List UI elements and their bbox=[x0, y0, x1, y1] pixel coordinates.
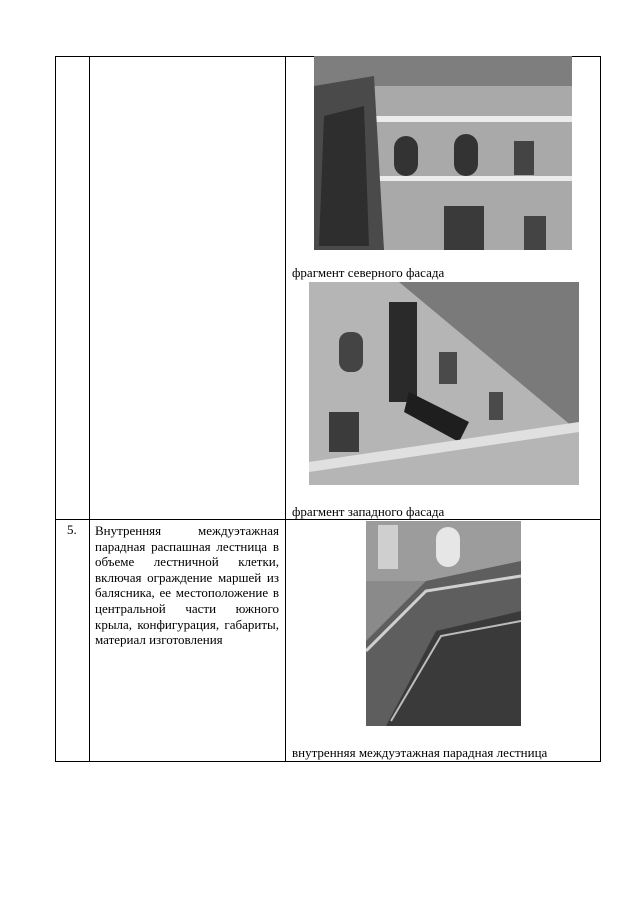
row-number: 5. bbox=[67, 522, 77, 537]
north-facade-photo bbox=[314, 56, 572, 250]
staircase-caption: внутренняя междуэтажная парадная лестница bbox=[292, 745, 548, 760]
staircase-photo bbox=[366, 521, 521, 726]
row-description: Внутренняя междуэтажная парадная распашная лестница в объеме лестничной клетки, включая ограждение маршей из балясника, ее местоположение в центральной части южного крыла, конфигурация, габариты, материал изготовления bbox=[95, 523, 279, 648]
column-divider-2 bbox=[285, 56, 286, 762]
object-table bbox=[55, 56, 601, 762]
west-facade-caption: фрагмент западного фасада bbox=[292, 504, 445, 519]
west-facade-photo bbox=[309, 282, 579, 485]
north-facade-caption: фрагмент северного фасада bbox=[292, 265, 445, 280]
table-border-left bbox=[55, 56, 56, 762]
table-border-right bbox=[600, 56, 601, 762]
column-divider-1 bbox=[89, 56, 90, 762]
table-border-bottom bbox=[55, 761, 601, 762]
